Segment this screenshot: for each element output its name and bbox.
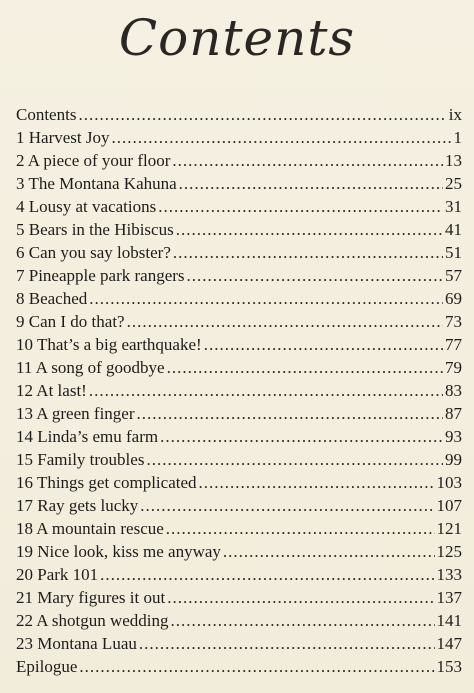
dot-leader <box>179 172 443 195</box>
toc-entry-title: 20 Park 101 <box>16 565 99 584</box>
dot-leader <box>146 448 443 471</box>
toc-entry-title: 17 Ray gets lucky <box>16 496 139 515</box>
toc-entry-title: 10 That’s a big earthquake! <box>16 335 202 354</box>
toc-entry-page: 79 <box>445 358 462 377</box>
dot-leader <box>223 540 435 563</box>
dot-leader <box>173 241 443 264</box>
toc-entry <box>16 563 462 586</box>
toc-entry-page: 13 <box>445 151 462 170</box>
toc-entry-page: 93 <box>445 427 462 446</box>
toc-entry-title: Epilogue <box>16 657 78 676</box>
table-of-contents <box>16 103 462 678</box>
toc-entry <box>16 218 462 241</box>
toc-entry <box>16 494 462 517</box>
toc-entry-title: 8 Beached <box>16 289 88 308</box>
toc-entry-page: ix <box>448 105 462 124</box>
toc-entry <box>16 379 462 402</box>
toc-entry <box>16 517 462 540</box>
dot-leader <box>176 218 443 241</box>
page-title: Contents <box>118 9 356 67</box>
dot-leader <box>172 149 443 172</box>
dot-leader <box>79 655 434 678</box>
toc-entry-page: 153 <box>436 657 462 676</box>
toc-entry-page: 69 <box>445 289 462 308</box>
toc-entry-title: 2 A piece of your floor <box>16 151 171 170</box>
toc-entry-page: 51 <box>445 243 462 262</box>
toc-entry-title: 7 Pineapple park rangers <box>16 266 185 285</box>
toc-entry <box>16 126 462 149</box>
toc-entry-page: 147 <box>436 634 462 653</box>
toc-entry-title: 19 Nice look, kiss me anyway <box>16 542 221 561</box>
toc-entry <box>16 586 462 609</box>
toc-entry-title: 16 Things get complicated <box>16 473 197 492</box>
toc-entry <box>16 103 462 126</box>
dot-leader <box>139 632 435 655</box>
toc-entry-title: 5 Bears in the Hibiscus <box>16 220 174 239</box>
toc-entry <box>16 287 462 310</box>
toc-entry <box>16 448 462 471</box>
toc-entry-title: 1 Harvest Joy <box>16 128 110 147</box>
toc-entry <box>16 195 462 218</box>
toc-entry-title: 13 A green finger <box>16 404 135 423</box>
toc-entry-title: 21 Mary figures it out <box>16 588 166 607</box>
dot-leader <box>111 126 451 149</box>
toc-entry-title: 15 Family troubles <box>16 450 145 469</box>
toc-entry-page: 83 <box>445 381 462 400</box>
dot-leader <box>160 425 443 448</box>
toc-entry <box>16 609 462 632</box>
dot-leader <box>100 563 434 586</box>
dot-leader <box>171 609 435 632</box>
toc-entry-page: 137 <box>436 588 462 607</box>
toc-entry <box>16 655 462 678</box>
toc-entry <box>16 356 462 379</box>
dot-leader <box>187 264 443 287</box>
toc-entry-title: Contents <box>16 105 77 124</box>
dot-leader <box>166 517 435 540</box>
toc-entry-page: 125 <box>436 542 462 561</box>
toc-entry-page: 121 <box>436 519 462 538</box>
toc-entry-page: 1 <box>453 128 462 147</box>
toc-entry-title: 18 A mountain rescue <box>16 519 164 538</box>
toc-entry-page: 77 <box>445 335 462 354</box>
toc-entry-title: 22 A shotgun wedding <box>16 611 169 630</box>
toc-entry-title: 23 Montana Luau <box>16 634 137 653</box>
toc-entry <box>16 425 462 448</box>
toc-entry <box>16 172 462 195</box>
dot-leader <box>167 586 434 609</box>
toc-entry-page: 41 <box>445 220 462 239</box>
toc-entry-title: 14 Linda’s emu farm <box>16 427 159 446</box>
dot-leader <box>158 195 443 218</box>
toc-entry-page: 133 <box>436 565 462 584</box>
toc-entry-page: 103 <box>436 473 462 492</box>
toc-entry-page: 73 <box>445 312 462 331</box>
toc-entry-page: 31 <box>445 197 462 216</box>
toc-entry-page: 25 <box>445 174 462 193</box>
toc-entry <box>16 540 462 563</box>
dot-leader <box>89 287 443 310</box>
dot-leader <box>204 333 443 356</box>
toc-entry <box>16 149 462 172</box>
dot-leader <box>127 310 443 333</box>
toc-entry-page: 87 <box>445 404 462 423</box>
toc-entry <box>16 264 462 287</box>
toc-entry-title: 9 Can I do that? <box>16 312 125 331</box>
dot-leader <box>199 471 435 494</box>
dot-leader <box>140 494 434 517</box>
dot-leader <box>89 379 443 402</box>
dot-leader <box>167 356 443 379</box>
dot-leader <box>78 103 446 126</box>
toc-entry <box>16 632 462 655</box>
toc-entry-title: 11 A song of goodbye <box>16 358 165 377</box>
toc-entry-page: 57 <box>445 266 462 285</box>
toc-entry-page: 107 <box>436 496 462 515</box>
toc-entry-title: 12 At last! <box>16 381 87 400</box>
dot-leader <box>137 402 444 425</box>
toc-entry <box>16 310 462 333</box>
toc-entry-title: 6 Can you say lobster? <box>16 243 171 262</box>
toc-entry-page: 141 <box>436 611 462 630</box>
toc-entry <box>16 333 462 356</box>
toc-entry-title: 4 Lousy at vacations <box>16 197 157 216</box>
toc-entry <box>16 241 462 264</box>
toc-entry-title: 3 The Montana Kahuna <box>16 174 177 193</box>
toc-entry <box>16 471 462 494</box>
toc-entry <box>16 402 462 425</box>
toc-entry-page: 99 <box>445 450 462 469</box>
